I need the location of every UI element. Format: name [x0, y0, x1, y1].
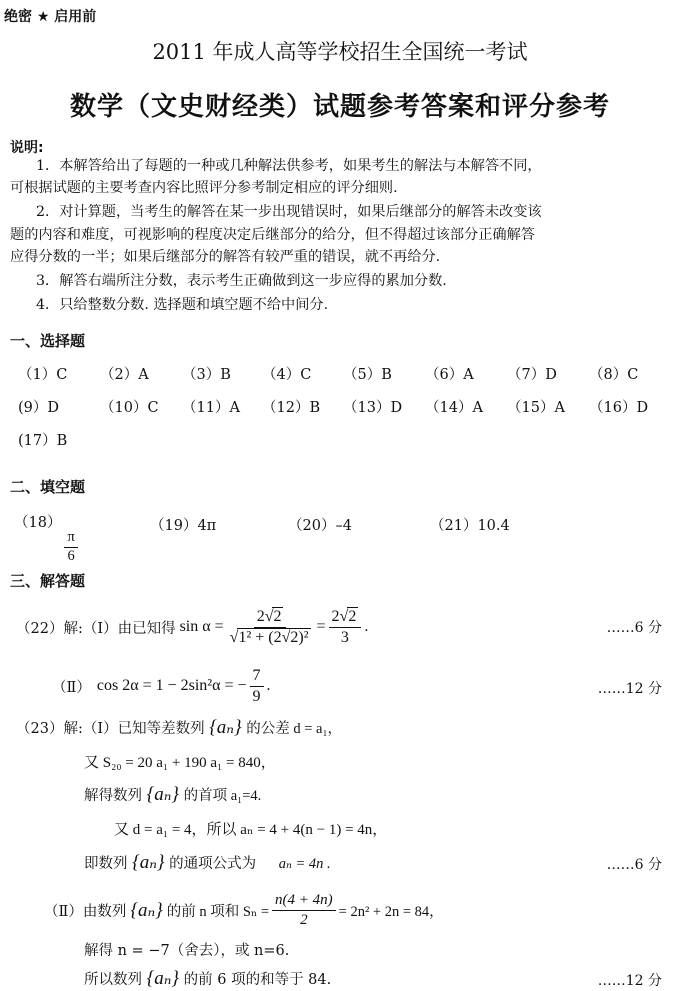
fill-answer-18-label: （18）	[14, 515, 62, 531]
note-2-line-1: 2．对计算题，当考生的解答在某一步出现错误时，如果后继部分的解答未改变该	[36, 204, 542, 220]
choice-answer-9: (9）D	[18, 400, 60, 416]
q22-part2: （Ⅱ） cos 2α = 1 − 2sin²α = − $\frac{7}{9}$ .	[52, 666, 271, 705]
q22-label: （22）解:（Ⅰ）由已知得	[16, 620, 176, 637]
q22-part2-fraction: $\frac{7}{9}$	[250, 667, 264, 705]
choice-answer-4: （4）C	[262, 367, 312, 383]
q23-line-3: 解得数列 {aₙ} 的首项 a₁=4.	[84, 784, 262, 805]
section-solution-heading: 三、解答题	[10, 572, 86, 590]
q23-line-8: 所以数列 {aₙ} 的前 6 项的和等于 84.	[84, 968, 332, 989]
note-4: 4．只给整数分数. 选择题和填空题不给中间分.	[36, 297, 329, 313]
section-fill-heading: 二、填空题	[10, 478, 86, 496]
q22-expression: sin α =	[179, 618, 224, 635]
note-1-line-1: 1．本解答给出了每题的一种或几种解法供参考，如果考生的解法与本解答不同，	[36, 158, 542, 174]
choice-answer-6: （6）A	[425, 367, 474, 383]
note-1-line-2: 可根据试题的主要考查内容比照评分参考制定相应的评分细则.	[10, 180, 398, 196]
q23-score-1: ……6 分	[606, 857, 662, 873]
q23-part2: （Ⅱ）由数列 {aₙ} 的前 n 项和 Sₙ = $\frac{n(4 + 4n)}{2}$ = 2n² + 2n = 84，	[44, 892, 444, 928]
choice-answer-14: （14）A	[425, 400, 483, 416]
notes-heading: 说明:	[10, 140, 44, 156]
note-2-line-3: 应得分数的一半；如果后继部分的解答有较严重的错误，就不再给分.	[10, 249, 441, 265]
choice-answer-13: （13）D	[343, 400, 403, 416]
q22-score-1: ……6 分	[606, 620, 662, 636]
choice-answer-1: （1）C	[18, 367, 68, 383]
choice-answer-16: （16）D	[589, 400, 649, 416]
document-subtitle: 数学（文史财经类）试题参考答案和评分参考	[69, 92, 610, 122]
q22-part2-expression: cos 2α = 1 − 2sin²α = −	[96, 677, 247, 694]
note-3: 3．解答右端所注分数，表示考生正确做到这一步应得的累加分数.	[36, 273, 447, 289]
sequence-an: {aₙ}	[209, 717, 242, 738]
q23-line-2: 又 S₂₀ = 20 a₁ + 190 a₁ = 840，	[84, 755, 276, 771]
q22-fraction-2: $\frac{2√2}{3}$	[329, 608, 362, 646]
q23-line-1: （23）解:（Ⅰ）已知等差数列 {aₙ} 的公差 d = a₁，	[16, 717, 342, 738]
q23-line-5: 即数列 {aₙ} 的通项公式为 aₙ = 4n .	[84, 852, 331, 873]
q23-part2-fraction: $\frac{n(4 + 4n)}{2}$	[272, 892, 336, 928]
q22-fraction-1: $\frac{2√2}{\text{√1² + (2√2)²}}$	[229, 607, 309, 646]
fill-answer-18-denominator: 6	[67, 547, 75, 564]
q23-line-4: 又 d = a₁ = 4，所以 aₙ = 4 + 4(n − 1) = 4n，	[114, 822, 388, 838]
choice-answer-8: （8）C	[589, 367, 639, 383]
choice-answer-12: （12）B	[262, 400, 321, 416]
q23-line-7: 解得 n = −7（舍去），或 n=6.	[84, 943, 290, 959]
choice-answer-5: （5）B	[343, 367, 392, 383]
confidential-mark: 绝密 ★ 启用前	[4, 9, 97, 25]
note-2-line-2: 题的内容和难度，可视影响的程度决定后继部分的给分，但不得超过该部分正确解答	[10, 227, 535, 243]
choice-answer-15: （15）A	[507, 400, 565, 416]
q22-part2-label: （Ⅱ）	[52, 679, 91, 696]
fill-answer-19: （19）4π	[150, 518, 217, 534]
q22-score-2: ……12 分	[597, 681, 662, 697]
fill-answer-21: （21）10.4	[430, 518, 510, 534]
section-choice-heading: 一、选择题	[10, 332, 86, 350]
choice-answer-10: （10）C	[100, 400, 159, 416]
q23-score-2: ……12 分	[597, 973, 662, 989]
choice-answer-17: (17）B	[18, 433, 68, 449]
choice-answer-7: （7）D	[507, 367, 557, 383]
fill-answer-18	[14, 511, 81, 565]
q22-part1: （22）解:（Ⅰ）由已知得 sin α = $\frac{2√2}{\text{√1² + (2√2)²}}$ = $\frac{2√2}{3}$ .	[16, 607, 369, 646]
choice-answer-11: （11）A	[182, 400, 240, 416]
choice-answer-2: （2）A	[100, 367, 149, 383]
fill-answer-18-numerator: π	[64, 530, 77, 548]
choice-answer-3: （3）B	[182, 367, 231, 383]
fill-answer-20: （20）–4	[288, 518, 352, 534]
document-title: 2011 年成人高等学校招生全国统一考试	[152, 40, 528, 64]
